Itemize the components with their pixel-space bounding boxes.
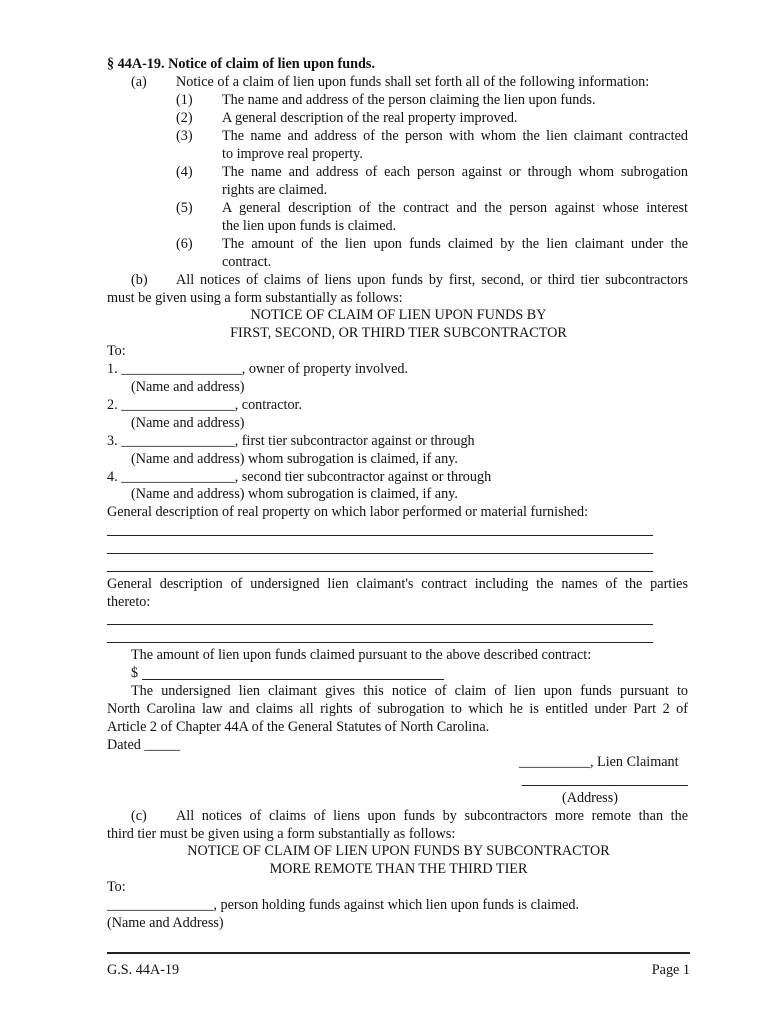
- address-label: (Address): [562, 790, 618, 806]
- item-text: A general description of the real property improved.: [222, 110, 518, 126]
- party-sub: (Name and address): [131, 379, 245, 395]
- blank-line: [107, 535, 653, 536]
- subsection-a-marker: (a): [131, 74, 147, 90]
- blank-line: [107, 553, 653, 554]
- form-title: NOTICE OF CLAIM OF LIEN UPON FUNDS BY SUBCONTRACTOR: [187, 843, 610, 859]
- holder-line: _______________, person holding funds against which lien upon funds is claimed.: [107, 897, 580, 913]
- form-title: FIRST, SECOND, OR THIRD TIER SUBCONTRACTOR: [230, 325, 567, 341]
- item-text: rights are claimed.: [222, 182, 328, 198]
- footer-page-number: Page 1: [651, 962, 690, 978]
- item-number: (6): [176, 236, 193, 252]
- item-text: contract.: [222, 254, 272, 270]
- party-line: 1. _________________, owner of property involved.: [107, 361, 409, 377]
- party-sub: (Name and address) whom subrogation is claimed, if any.: [131, 486, 458, 502]
- form-title: NOTICE OF CLAIM OF LIEN UPON FUNDS BY: [250, 307, 547, 323]
- section-heading: § 44A-19. Notice of claim of lien upon funds.: [107, 56, 375, 72]
- subsection-c-marker: (c): [131, 808, 147, 824]
- party-line: 4. ________________, second tier subcontractor against or through: [107, 469, 492, 485]
- claim-text: Article 2 of Chapter 44A of the General Statutes of North Carolina.: [107, 719, 490, 735]
- amount-blank: [142, 679, 444, 680]
- contract-description-label: thereto:: [107, 594, 151, 610]
- item-text: to improve real property.: [222, 146, 363, 162]
- item-number: (5): [176, 200, 193, 216]
- property-description-label: General description of real property on which labor performed or material furnished:: [107, 504, 589, 520]
- item-number: (3): [176, 128, 193, 144]
- address-blank: [522, 785, 688, 786]
- holder-sub: (Name and Address): [107, 915, 224, 931]
- subsection-a-intro: Notice of a claim of lien upon funds shall set forth all of the following information:: [176, 74, 650, 90]
- party-sub: (Name and address) whom subrogation is claimed, if any.: [131, 451, 458, 467]
- party-line: 3. ________________, first tier subcontractor against or through: [107, 433, 475, 449]
- subsection-b-line: All notices of claims of liens upon funds by first, second, or third tier subcontractors: [176, 272, 688, 288]
- item-text: The name and address of the person with whom the lien claimant contracted: [222, 128, 688, 144]
- dollar-sign: $: [131, 665, 139, 681]
- subsection-b-marker: (b): [131, 272, 148, 288]
- party-sub: (Name and address): [131, 415, 245, 431]
- blank-line: [107, 642, 653, 643]
- footer-divider: [107, 952, 690, 954]
- footer-citation: G.S. 44A-19: [107, 962, 180, 978]
- dated-line: Dated _____: [107, 737, 180, 753]
- claim-text: North Carolina law and claims all rights of subrogation to which he is entitled under Part 2 of: [107, 701, 688, 717]
- lien-claimant-signature: __________, Lien Claimant: [519, 754, 679, 770]
- subsection-c-line: third tier must be given using a form substantially as follows:: [107, 826, 456, 842]
- to-label: To:: [107, 879, 126, 895]
- to-label: To:: [107, 343, 126, 359]
- blank-line: [107, 571, 653, 572]
- item-text: The name and address of the person claiming the lien upon funds.: [222, 92, 596, 108]
- item-text: the lien upon funds is claimed.: [222, 218, 397, 234]
- item-text: The name and address of each person against or through whom subrogation: [222, 164, 688, 180]
- amount-label: The amount of lien upon funds claimed pursuant to the above described contract:: [131, 647, 592, 663]
- subsection-c-line: All notices of claims of liens upon funds by subcontractors more remote than the: [176, 808, 688, 824]
- form-title: MORE REMOTE THAN THE THIRD TIER: [269, 861, 528, 877]
- claim-text: The undersigned lien claimant gives this notice of claim of lien upon funds pursuant to: [131, 683, 688, 699]
- item-text: The amount of the lien upon funds claimed by the lien claimant under the: [222, 236, 688, 252]
- subsection-b-line: must be given using a form substantially as follows:: [107, 290, 403, 306]
- item-number: (1): [176, 92, 193, 108]
- item-number: (2): [176, 110, 193, 126]
- item-number: (4): [176, 164, 193, 180]
- party-line: 2. ________________, contractor.: [107, 397, 303, 413]
- contract-description-label: General description of undersigned lien claimant's contract including the names of the parties: [107, 576, 688, 592]
- blank-line: [107, 624, 653, 625]
- item-text: A general description of the contract and the person against whose interest: [222, 200, 688, 216]
